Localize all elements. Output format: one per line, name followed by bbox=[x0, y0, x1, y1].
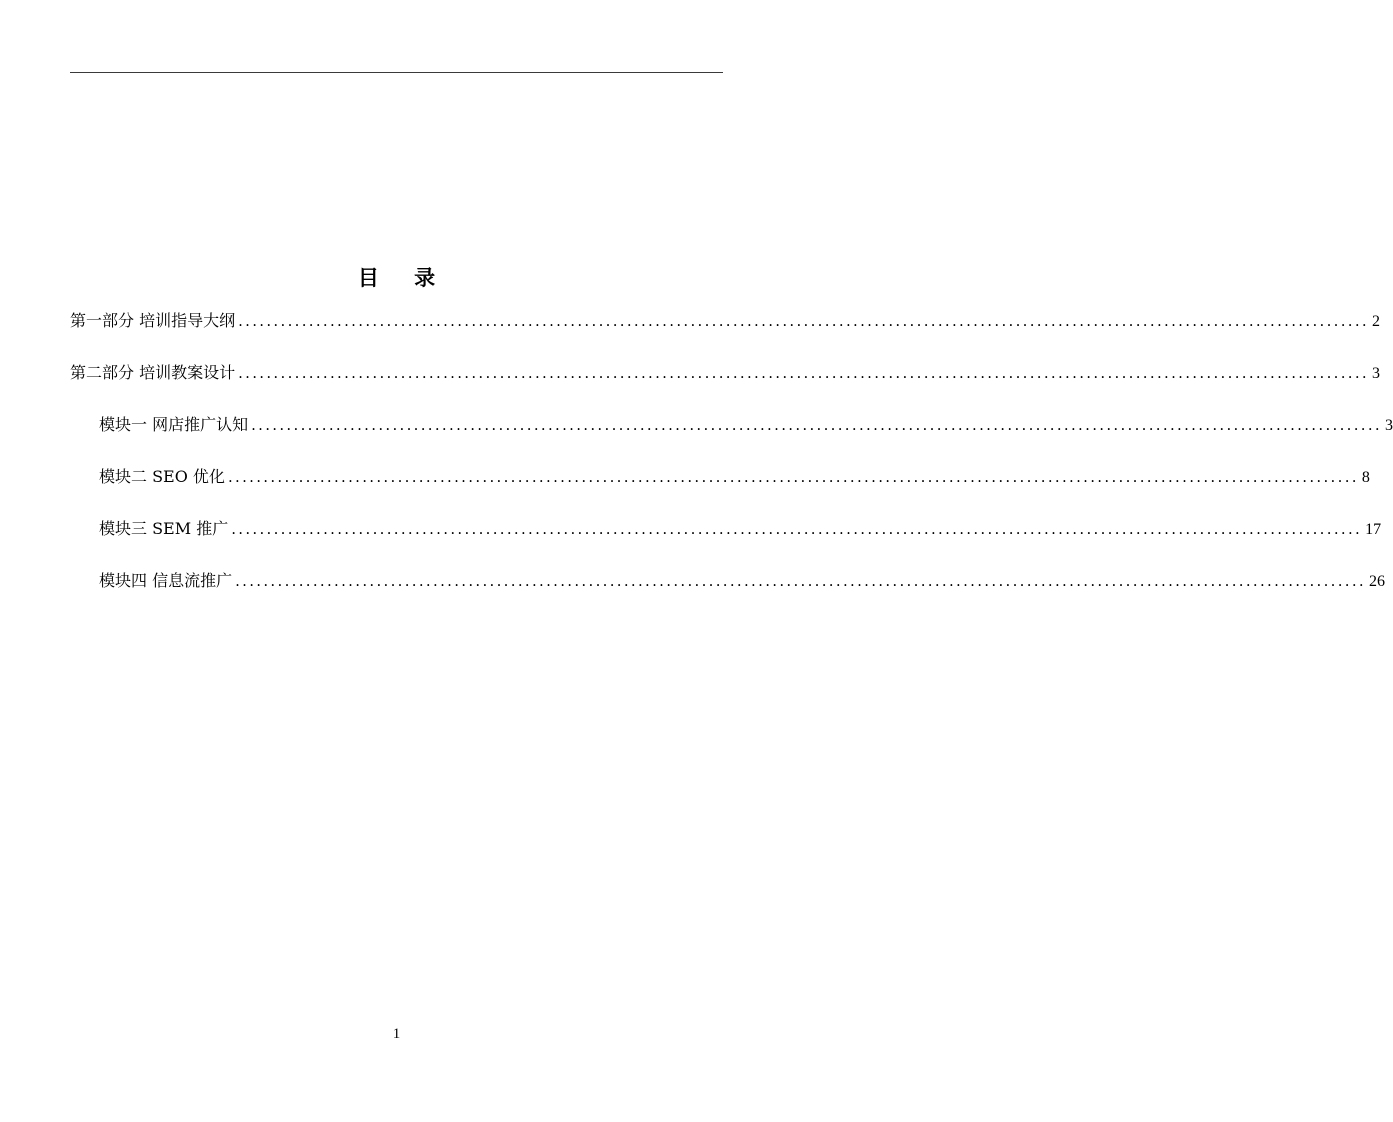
toc-dot-leader: ................................................................................................................................................................ bbox=[227, 468, 1359, 486]
page-number: 1 bbox=[392, 1026, 401, 1042]
toc-entry-label: 第二部分 培训教案设计 bbox=[70, 363, 236, 382]
toc-entry[interactable] bbox=[70, 408, 1393, 460]
toc-entry[interactable] bbox=[70, 304, 1380, 356]
toc-entry-label: 模块三 SEM 推广 bbox=[99, 519, 229, 538]
toc-entry-page: 3 bbox=[1371, 365, 1380, 382]
toc-title: 目 录 bbox=[357, 266, 450, 290]
toc-entry-label: 模块一 网店推广认知 bbox=[99, 415, 249, 434]
toc-entry-page: 8 bbox=[1361, 469, 1370, 486]
toc-entry-label: 模块二 SEO 优化 bbox=[99, 467, 225, 486]
toc-entry[interactable] bbox=[70, 356, 1380, 408]
toc-entry-page: 17 bbox=[1365, 521, 1382, 538]
toc-entry-page: 26 bbox=[1368, 573, 1385, 590]
toc-entry-label: 模块四 信息流推广 bbox=[99, 571, 233, 590]
table-of-contents bbox=[70, 304, 1393, 616]
toc-entry-page: 3 bbox=[1384, 417, 1393, 434]
toc-dot-leader: ................................................................................................................................................................ bbox=[235, 572, 1366, 590]
toc-entry-page: 2 bbox=[1371, 313, 1380, 330]
toc-dot-leader: ................................................................................................................................................................ bbox=[238, 312, 1369, 330]
toc-entry-label: 第一部分 培训指导大纲 bbox=[70, 311, 236, 330]
toc-entry[interactable] bbox=[70, 564, 1385, 616]
toc-entry[interactable] bbox=[70, 512, 1382, 564]
toc-dot-leader: ................................................................................................................................................................ bbox=[251, 416, 1382, 434]
toc-entry[interactable] bbox=[70, 460, 1370, 512]
header-rule bbox=[70, 72, 723, 73]
toc-dot-leader: ................................................................................................................................................................ bbox=[238, 364, 1369, 382]
toc-dot-leader: ................................................................................................................................................................ bbox=[231, 520, 1363, 538]
